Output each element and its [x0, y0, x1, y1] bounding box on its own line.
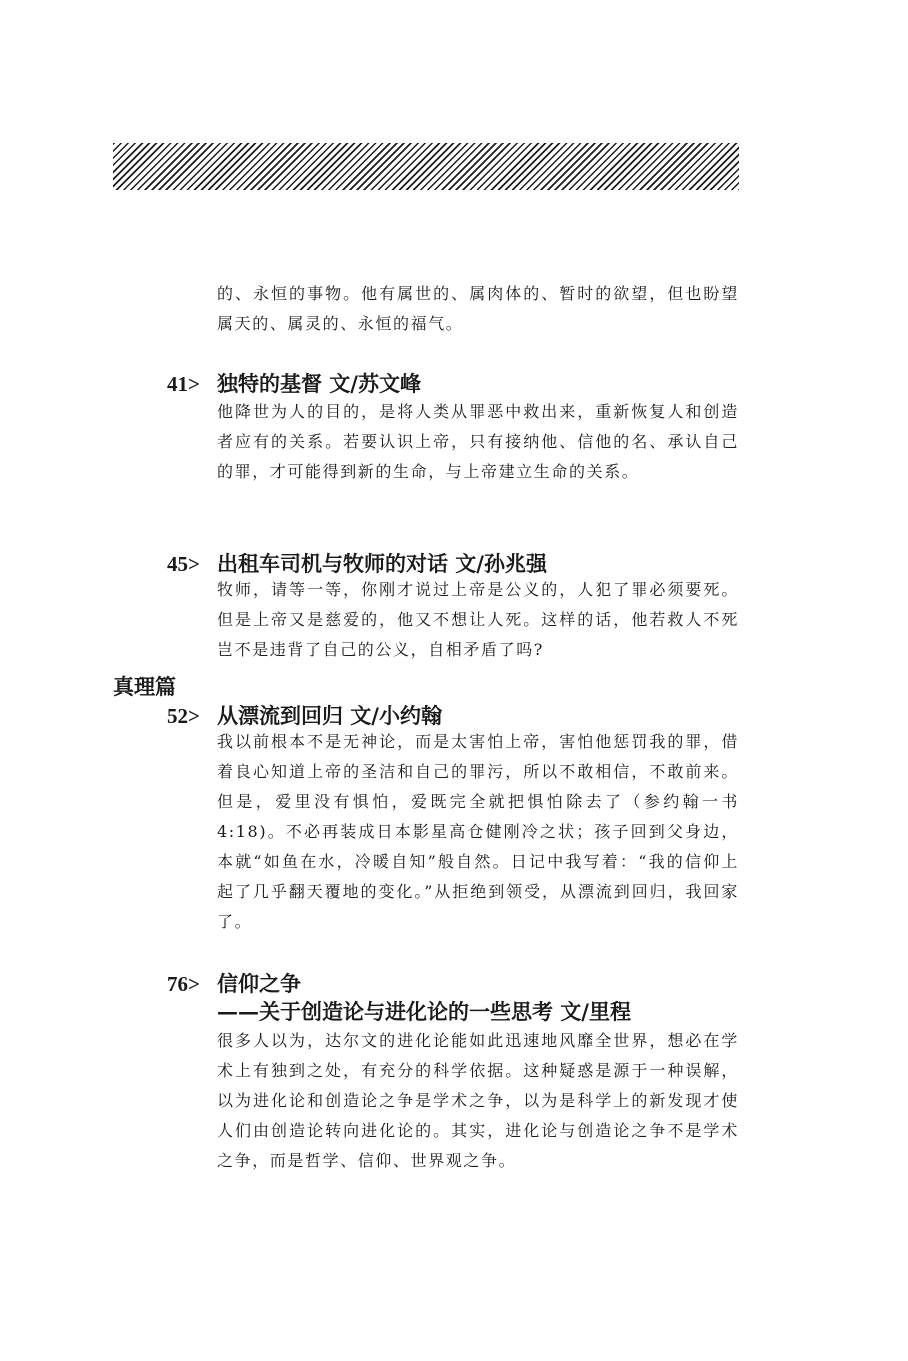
entry-description: 牧师，请等一等，你刚才说过上帝是公义的，人犯了罪必须要死。但是上帝又是慈爱的，他又不想让人死。这样的话，他若救人不死岂不是违背了自己的公义，自相矛盾了吗?: [217, 580, 739, 659]
hatched-header-band: [113, 143, 739, 190]
entry-title: 独特的基督 文/苏文峰: [217, 371, 421, 396]
intro-paragraph: 的、永恒的事物。他有属世的、属肉体的、暂时的欲望，但也盼望属天的、属灵的、永恒的福气。: [217, 284, 739, 333]
section-heading: 真理篇: [113, 674, 176, 699]
entry-page-number: 45>: [167, 552, 200, 576]
entry-page-number: 76>: [167, 972, 200, 996]
entry-description: 我以前根本不是无神论，而是太害怕上帝，害怕他惩罚我的罪，借着良心知道上帝的圣洁和自己的罪污，所以不敢相信，不敢前来。但是，爱里没有惧怕，爱既完全就把惧怕除去了（参约翰一书4:18)。不必再装成日本影星高仓健刚冷之状；孩子回到父身边，本就“如鱼在水，冷暖自知”般自然。日记中我写着：“我的信仰上起了几乎翻天覆地的变化。”从拒绝到领受，从漂流到回归，我回家了。: [217, 732, 739, 931]
entry-title: 从漂流到回归 文/小约翰: [217, 703, 442, 728]
entry-subtitle: ——关于创造论与进化论的一些思考 文/里程: [217, 999, 631, 1024]
entry-description: 很多人以为，达尔文的进化论能如此迅速地风靡全世界，想必在学术上有独到之处，有充分的科学依据。这种疑惑是源于一种误解，以为进化论和创造论之争是学术之争，以为是科学上的新发现才使人们由创造论转向进化论的。其实，进化论与创造论之争不是学术之争，而是哲学、信仰、世界观之争。: [217, 1031, 739, 1170]
entry-description: 他降世为人的目的，是将人类从罪恶中救出来，重新恢复人和创造者应有的关系。若要认识上帝，只有接纳他、信他的名、承认自己的罪，才可能得到新的生命，与上帝建立生命的关系。: [217, 402, 739, 481]
entry-title: 信仰之争: [217, 971, 301, 996]
entry-page-number: 52>: [167, 704, 200, 728]
entry-title: 出租车司机与牧师的对话 文/孙兆强: [217, 551, 547, 576]
entry-page-number: 41>: [167, 372, 200, 396]
